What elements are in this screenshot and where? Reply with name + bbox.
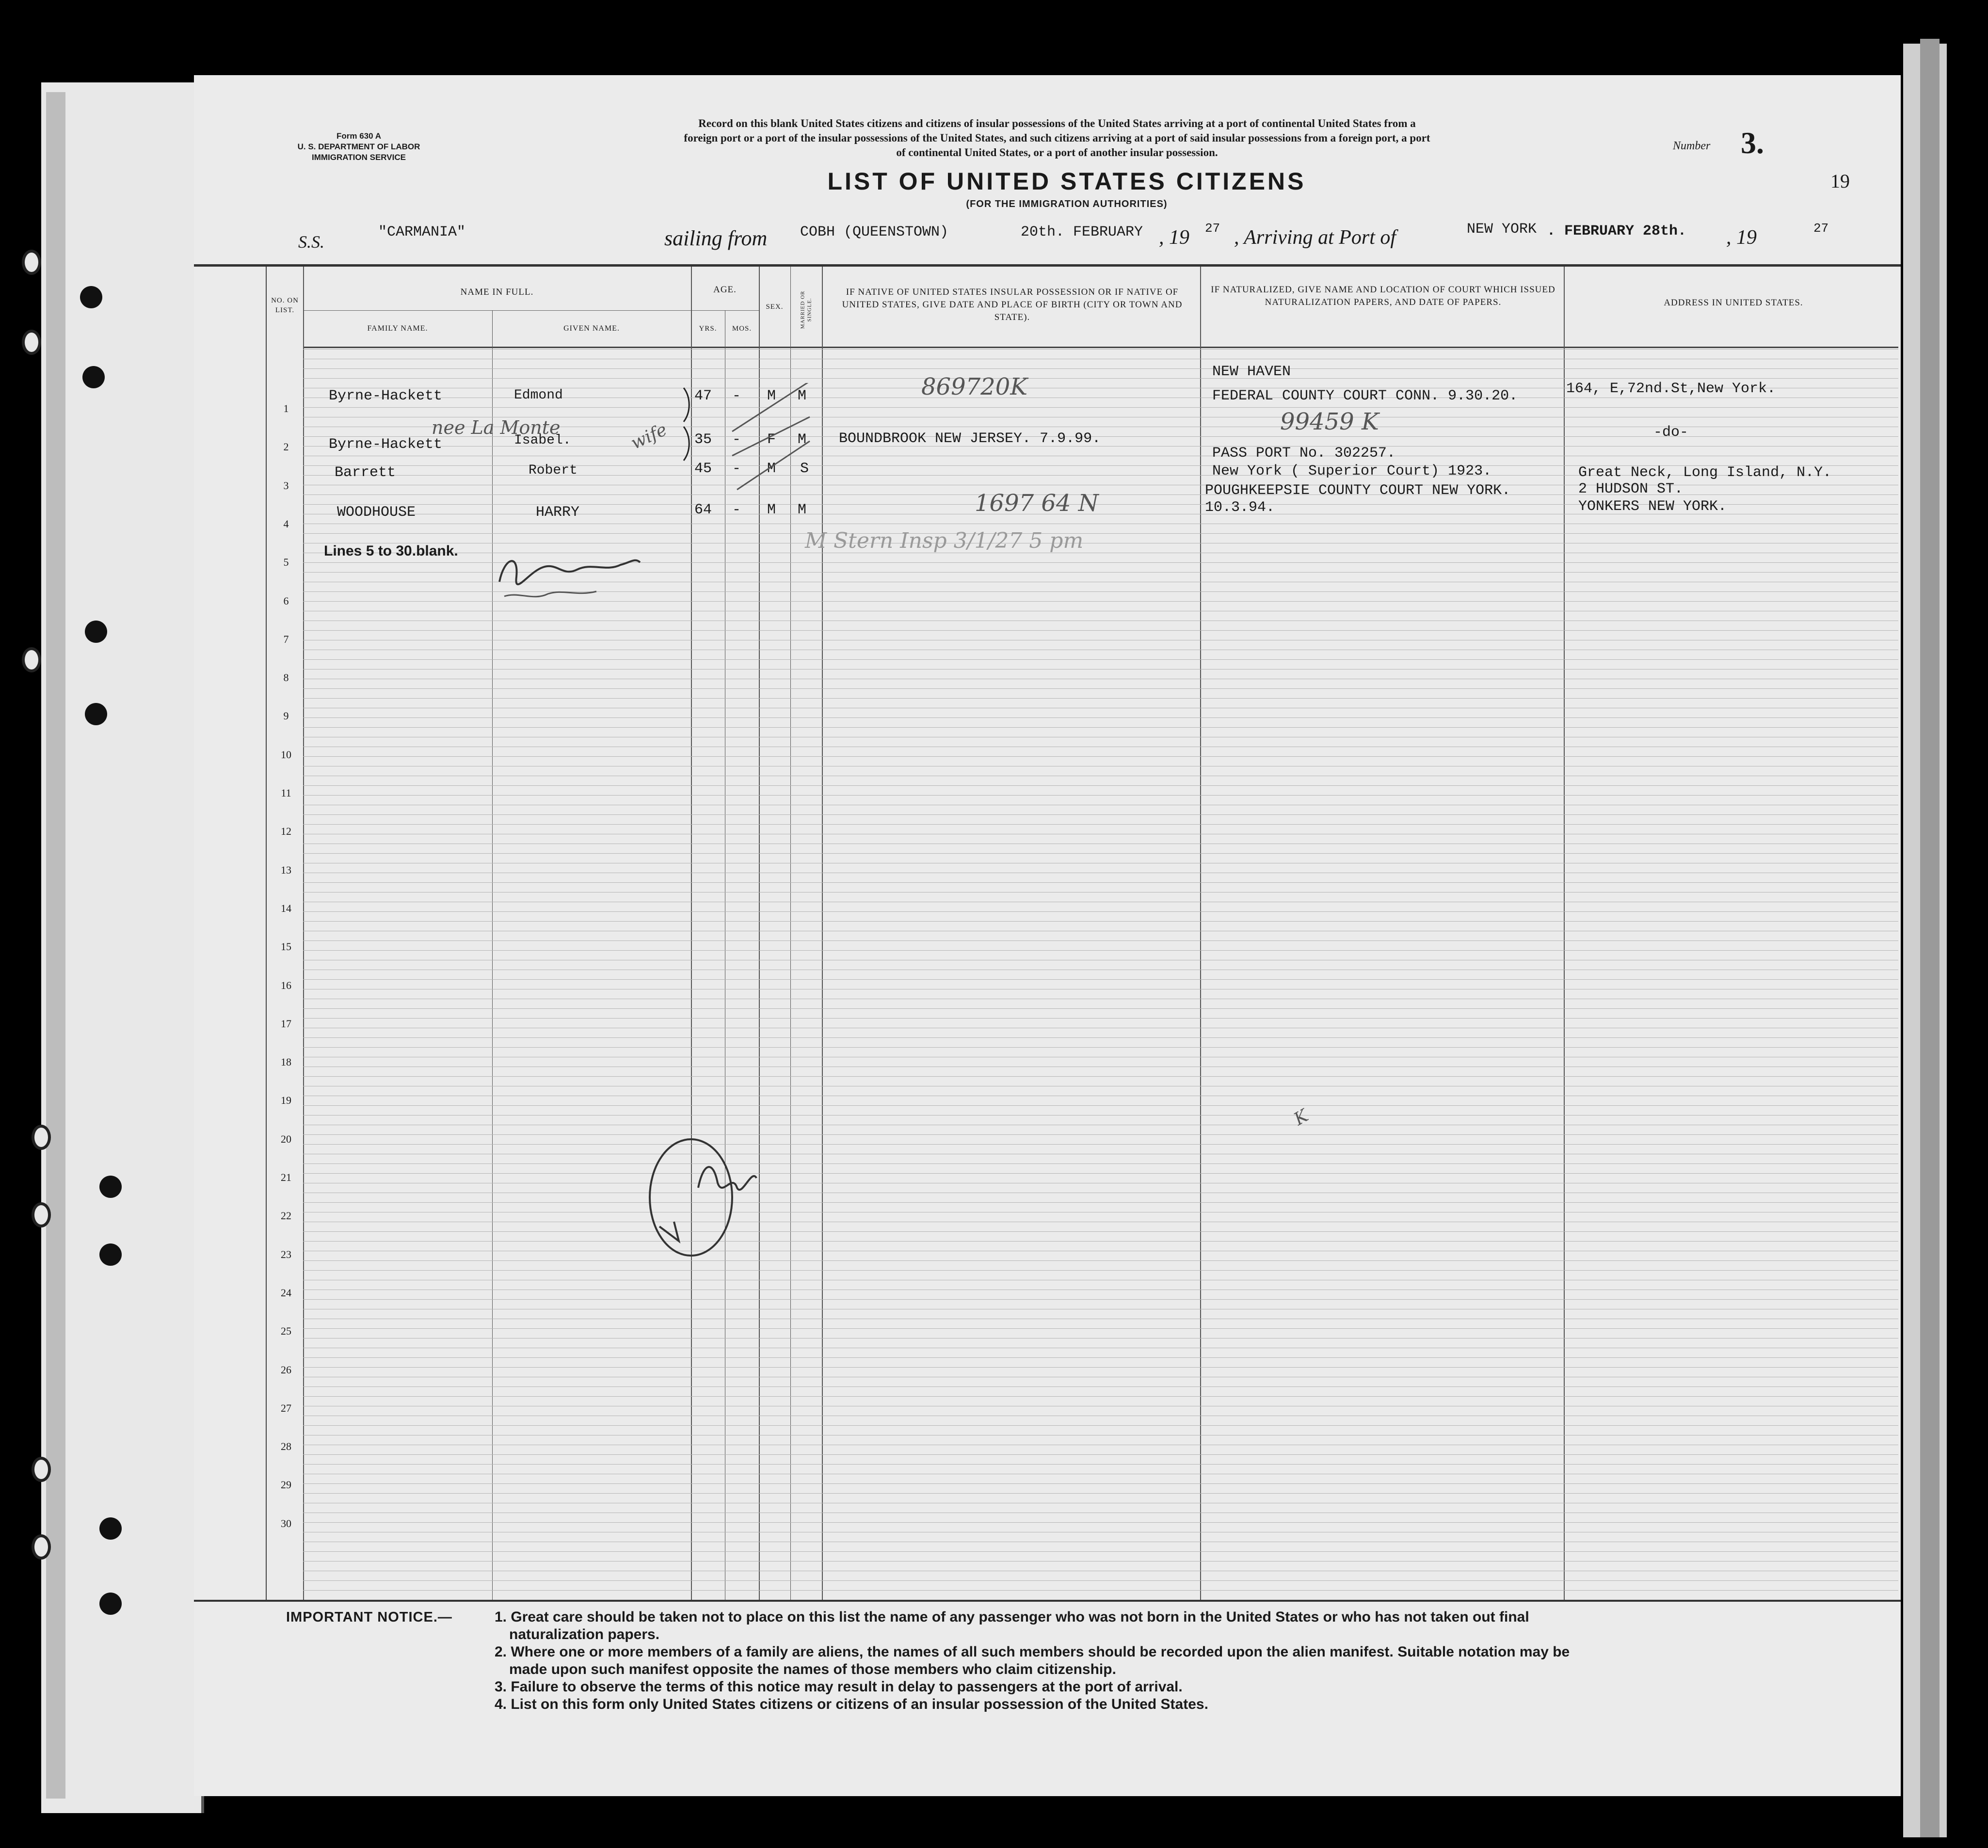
ruled-line — [303, 368, 1898, 369]
ruled-line — [303, 1551, 1898, 1552]
ruled-line — [303, 1396, 1898, 1397]
col-header-birth: IF NATIVE OF UNITED STATES INSULAR POSSESSION OR IF NATIVE OF UNITED STATES, GIVE DATE AND PLACE OF BIRTH (CITY OR TOWN AND STATE). — [842, 287, 1183, 322]
row3-mos: - — [732, 461, 741, 477]
row1-naturalization-place: NEW HAVEN — [1212, 364, 1291, 380]
ruled-line — [303, 1008, 1898, 1009]
table-left-rule — [266, 267, 267, 1600]
notice-item-4: 4. List on this form only United States citizens or citizens of an insular possession of the United States. — [495, 1696, 1208, 1712]
line-number: 18 — [281, 1056, 291, 1068]
line-number: 21 — [281, 1171, 291, 1183]
handwritten-signature — [490, 543, 650, 611]
ruled-line — [303, 1241, 1898, 1242]
row4-family-name: WOODHOUSE — [337, 504, 416, 521]
punch-hole — [80, 286, 102, 308]
col-header-naturalized: IF NATURALIZED, GIVE NAME AND LOCATION OF COURT WHICH ISSUED NATURALIZATION PAPERS, AND DATE OF PAPERS. — [1211, 285, 1555, 307]
ruled-line — [303, 1367, 1898, 1368]
handwritten-file-number-2: 99459 K — [1280, 408, 1379, 435]
line-number: 20 — [281, 1132, 291, 1145]
ruled-line — [303, 1270, 1898, 1271]
ruled-line — [303, 1163, 1898, 1164]
number-label: Number — [1673, 140, 1711, 152]
handwritten-maiden-name: nee La Monte — [432, 417, 561, 438]
row4-mos: - — [732, 502, 741, 518]
notice-item-3: 3. Failure to observe the terms of this notice may result in delay to passengers at the port of arrival. — [495, 1679, 1183, 1695]
col-rule — [1200, 267, 1201, 1600]
year-to: 27 — [1813, 221, 1829, 236]
row3-marital: S — [800, 461, 809, 477]
col-header-address: ADDRESS IN UNITED STATES. — [1664, 298, 1803, 308]
line-number: 11 — [281, 787, 291, 799]
ruled-line — [303, 1231, 1898, 1232]
punch-hole — [99, 1593, 122, 1615]
ruled-line — [303, 785, 1898, 786]
row3-yrs: 45 — [694, 461, 712, 477]
row4-given-name: HARRY — [536, 504, 580, 521]
row1-marital: M — [798, 388, 807, 404]
ruled-line — [303, 1580, 1898, 1581]
ruled-line — [303, 921, 1898, 922]
line-number: 6 — [283, 594, 289, 607]
handwritten-wife: wife — [627, 419, 671, 454]
ship-name: "CARMANIA" — [378, 224, 466, 240]
number-value: 3. — [1741, 126, 1764, 160]
ruled-line — [303, 853, 1898, 854]
line-number: 4 — [283, 517, 289, 530]
line-number: 5 — [283, 556, 289, 569]
line-number: 29 — [281, 1479, 291, 1491]
row2-sex: F — [767, 431, 776, 448]
col-rule — [492, 310, 493, 1600]
punch-hole — [99, 1243, 122, 1266]
ruled-line — [303, 756, 1898, 757]
col-header-mos: MOS. — [732, 325, 752, 333]
handwritten-file-number: 869720K — [921, 373, 1028, 400]
row1-address: 164, E,72nd.St,New York. — [1566, 381, 1776, 397]
line-number: 7 — [283, 633, 289, 645]
col-header-given-name: GIVEN NAME. — [563, 324, 620, 333]
line-number: 28 — [281, 1440, 291, 1453]
ruled-line — [303, 1037, 1898, 1038]
row4-address-street: 2 HUDSON ST. — [1578, 481, 1683, 497]
col-header-age: AGE. — [713, 285, 737, 295]
line-number: 24 — [281, 1286, 291, 1299]
row2-birthplace: BOUNDBROOK NEW JERSEY. 7.9.99. — [839, 430, 1101, 447]
punch-hole — [85, 621, 107, 643]
circled-initials — [640, 1115, 766, 1265]
row3-court: New York ( Superior Court) 1923. — [1212, 463, 1492, 479]
instruction-line: foreign port or a port of the insular possessions of the United States, and such citizens arriving at a port of said insular possessions from a foreign port, a port — [684, 132, 1430, 144]
ruled-line — [303, 1454, 1898, 1455]
binder-ring — [32, 1534, 51, 1560]
ruled-line — [303, 1299, 1898, 1300]
row3-family-name: Barrett — [335, 464, 396, 481]
row4-sex: M — [767, 502, 776, 518]
ruled-line — [303, 407, 1898, 408]
punch-hole — [99, 1517, 122, 1540]
notice-item-1-cont: naturalization papers. — [509, 1626, 660, 1642]
date-to: . FEBRUARY 28th. — [1547, 223, 1687, 239]
binder-ring — [32, 1202, 51, 1227]
row3-passport: PASS PORT No. 302257. — [1212, 445, 1396, 462]
binder-ring — [22, 647, 41, 672]
line-number: 26 — [281, 1363, 291, 1376]
line-number: 19 — [281, 1094, 291, 1107]
ruled-line — [303, 824, 1898, 825]
row2-given-name: Isabel. — [514, 433, 571, 448]
row2-marital: M — [798, 431, 807, 448]
col-rule — [1564, 267, 1565, 1600]
ruled-line — [303, 698, 1898, 699]
ss-label: S.S. — [298, 232, 324, 252]
ruled-line — [303, 1260, 1898, 1261]
line-number: 9 — [283, 710, 289, 722]
ruled-line — [303, 1018, 1898, 1019]
line-number: 14 — [281, 902, 291, 914]
ruled-line — [303, 1357, 1898, 1358]
ruled-line — [303, 882, 1898, 883]
header-bottom-rule — [303, 347, 1898, 348]
ruled-line — [303, 1590, 1898, 1591]
ruled-line — [303, 1144, 1898, 1145]
col-header-sex: SEX. — [766, 303, 784, 311]
line-number: 2 — [283, 441, 289, 453]
line-number: 8 — [283, 671, 289, 684]
ruled-line — [303, 378, 1898, 379]
punch-hole — [82, 366, 105, 388]
col-rule — [303, 267, 304, 1600]
col-header-no: NO. ON LIST. — [271, 297, 299, 314]
page-title: LIST OF UNITED STATES CITIZENS — [827, 168, 1306, 195]
ruled-line — [303, 950, 1898, 951]
port-from: COBH (QUEENSTOWN) — [800, 224, 949, 240]
service-name: IMMIGRATION SERVICE — [312, 153, 406, 162]
line-number: 1 — [283, 402, 289, 414]
blank-lines-note: Lines 5 to 30.blank. — [324, 543, 458, 559]
notice-item-2-cont: made upon such manifest opposite the names of those members who claim citizenship. — [509, 1661, 1116, 1677]
row1-sex: M — [767, 388, 776, 404]
row2-family-name: Byrne-Hackett — [329, 436, 443, 453]
ruled-line — [303, 1386, 1898, 1387]
line-number: 10 — [281, 748, 291, 761]
row4-naturalization-court: POUGHKEEPSIE COUNTY COURT NEW YORK. — [1205, 482, 1511, 499]
department-name: U. S. DEPARTMENT OF LABOR — [297, 142, 420, 151]
row1-family-name: Byrne-Hackett — [329, 388, 443, 404]
date-from: 20th. FEBRUARY — [1021, 224, 1143, 240]
handwritten-file-number-3: 1697 64 N — [975, 490, 1099, 517]
line-number: 17 — [281, 1017, 291, 1030]
line-number: 3 — [283, 479, 289, 492]
line-number: 13 — [281, 863, 291, 876]
handwritten-mark: K — [1290, 1106, 1312, 1130]
row1-naturalization-court: FEDERAL COUNTY COURT CONN. 9.30.20. — [1212, 388, 1518, 404]
ruled-line — [303, 1047, 1898, 1048]
row2-mos: - — [732, 431, 741, 448]
punch-hole — [99, 1176, 122, 1198]
ruled-line — [303, 1483, 1898, 1484]
year-prefix-from: , 19 — [1159, 226, 1189, 249]
row3-sex: M — [767, 461, 776, 477]
name-subheader-rule — [303, 310, 691, 311]
notice-item-2: 2. Where one or more members of a family are aliens, the names of all such members should be recorded upon the alien manifest. Suitable notation may be — [495, 1644, 1570, 1660]
ruled-line — [303, 630, 1898, 631]
binder-ring — [22, 250, 41, 275]
row4-marital: M — [798, 502, 807, 518]
ruled-line — [303, 1076, 1898, 1077]
line-number: 16 — [281, 979, 291, 991]
line-number: 22 — [281, 1210, 291, 1222]
row4-yrs: 64 — [694, 502, 712, 518]
row2-yrs: 35 — [694, 431, 712, 448]
year-prefix-to: , 19 — [1726, 226, 1757, 249]
ruled-line — [303, 533, 1898, 534]
ruled-line — [303, 911, 1898, 912]
form-agency-block — [272, 131, 446, 163]
port-to: NEW YORK — [1467, 221, 1537, 238]
ruled-line — [303, 1328, 1898, 1329]
col-header-married-single: MARRIED OR SINGLE. — [800, 290, 813, 329]
page-subtitle: (FOR THE IMMIGRATION AUTHORITIES) — [966, 199, 1168, 209]
ruled-line — [303, 688, 1898, 689]
form-number: Form 630 A — [337, 131, 381, 141]
table-bottom-rule — [194, 1600, 1901, 1602]
ruled-line — [303, 940, 1898, 941]
arriving-label: , Arriving at Port of — [1234, 226, 1396, 249]
col-header-family-name: FAMILY NAME. — [367, 324, 428, 333]
ruled-line — [303, 659, 1898, 660]
ruled-line — [303, 727, 1898, 728]
form-instructions — [485, 116, 1629, 160]
important-notice — [286, 1609, 1867, 1713]
line-number: 23 — [281, 1248, 291, 1260]
ruled-line — [303, 1173, 1898, 1174]
line-number: 25 — [281, 1325, 291, 1338]
instruction-line: of continental United States, or a port of another insular possession. — [896, 146, 1218, 159]
ruled-line — [303, 1464, 1898, 1465]
binder-ring — [32, 1457, 51, 1482]
line-number: 12 — [281, 825, 291, 838]
year-from: 27 — [1205, 221, 1220, 236]
notice-item-1: 1. Great care should be taken not to place on this list the name of any passenger who was not born in the United States or who has not taken out final — [495, 1609, 1529, 1625]
row4-address-city: YONKERS NEW YORK. — [1578, 498, 1727, 515]
ruled-line — [303, 979, 1898, 980]
row3-given-name: Robert — [529, 463, 577, 478]
row1-yrs: 47 — [694, 388, 712, 404]
binder-page-left — [41, 82, 204, 1813]
col-header-name-in-full: NAME IN FULL. — [460, 287, 534, 297]
row3-address: Great Neck, Long Island, N.Y. — [1578, 464, 1832, 481]
row1-given-name: Edmond — [514, 388, 563, 403]
inspector-stamp: M Stern Insp 3/1/27 5 pm — [805, 528, 1084, 553]
punch-hole — [85, 703, 107, 725]
ruled-line — [303, 1202, 1898, 1203]
notice-label: IMPORTANT NOTICE.— — [286, 1609, 452, 1625]
sailing-label: sailing from — [664, 226, 768, 250]
ruled-line — [303, 795, 1898, 796]
ruled-line — [303, 1522, 1898, 1523]
ruled-line — [303, 717, 1898, 718]
ruled-line — [303, 1134, 1898, 1135]
row1-mos: - — [732, 388, 741, 404]
ruled-line — [303, 1425, 1898, 1426]
col-header-yrs: YRS. — [699, 325, 717, 333]
line-number: 30 — [281, 1517, 291, 1529]
ruled-line — [303, 814, 1898, 815]
line-number: 15 — [281, 940, 291, 953]
age-column-marks — [669, 383, 834, 538]
right-page-shadow — [1920, 39, 1940, 1837]
binder-ring — [22, 330, 41, 355]
ruled-line — [303, 349, 1898, 350]
instruction-line: Record on this blank United States citizens and citizens of insular possessions of the United States arriving at a port of continental United States from a — [698, 117, 1416, 129]
binder-ring — [32, 1125, 51, 1150]
ruled-line — [303, 1105, 1898, 1106]
row4-naturalization-date: 10.3.94. — [1205, 499, 1275, 516]
page-number: 19 — [1830, 170, 1850, 192]
row2-address: -do- — [1653, 424, 1689, 441]
table-top-rule — [194, 264, 1901, 267]
line-number: 27 — [281, 1402, 291, 1414]
ruled-line — [303, 1493, 1898, 1494]
